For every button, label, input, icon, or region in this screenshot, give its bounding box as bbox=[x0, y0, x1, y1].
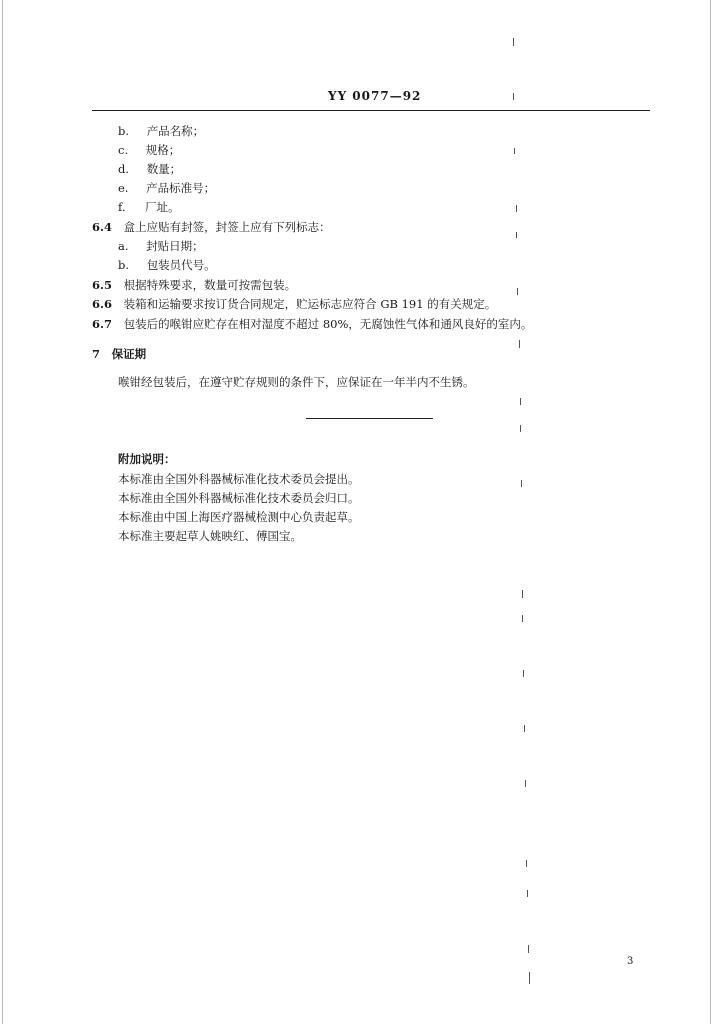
list-item-text: 数量； bbox=[146, 162, 182, 176]
scan-mark bbox=[525, 780, 526, 787]
section-7-body: 喉钳经包装后，在遵守贮存规则的条件下，应保证在一年半内不生锈。 bbox=[118, 375, 475, 389]
clause-number: 6.5 bbox=[92, 278, 113, 292]
list-item bbox=[118, 124, 204, 138]
clause-6-7 bbox=[92, 317, 532, 331]
list-item bbox=[118, 258, 216, 272]
list-item-label: d. bbox=[118, 162, 130, 176]
clause-text: 根据特殊要求，数量可按需包装。 bbox=[123, 278, 297, 292]
list-item bbox=[118, 162, 181, 176]
appendix-line: 本标准由全国外科器械标准化技术委员会提出。 bbox=[118, 472, 360, 486]
section-number: 7 bbox=[92, 347, 101, 361]
clause-text: 包装后的喉钳应贮存在相对湿度不超过 80%，无腐蚀性气体和通风良好的室内。 bbox=[123, 317, 533, 331]
clause-number: 6.7 bbox=[92, 317, 113, 331]
scan-mark bbox=[527, 890, 528, 897]
list-item bbox=[118, 181, 215, 195]
list-item bbox=[118, 239, 204, 253]
scan-mark bbox=[520, 398, 521, 405]
scan-mark bbox=[522, 615, 523, 622]
appendix-line: 本标准由中国上海医疗器械检测中心负责起草。 bbox=[118, 510, 360, 524]
scan-mark bbox=[516, 232, 517, 238]
scan-mark bbox=[529, 972, 530, 984]
list-item-label: f. bbox=[118, 200, 126, 214]
list-item bbox=[118, 143, 180, 157]
clause-text: 装箱和运输要求按订货合同规定，贮运标志应符合 GB 191 的有关规定。 bbox=[123, 297, 497, 311]
list-item bbox=[118, 200, 180, 214]
appendix-line: 本标准由全国外科器械标准化技术委员会归口。 bbox=[118, 491, 360, 505]
list-item-label: b. bbox=[118, 258, 130, 272]
header-rule bbox=[92, 110, 650, 111]
list-item-label: e. bbox=[118, 181, 129, 195]
scan-mark bbox=[517, 288, 518, 295]
list-item-label: c. bbox=[118, 143, 129, 157]
scan-mark bbox=[526, 860, 527, 867]
scan-edge-left bbox=[2, 0, 3, 1024]
list-item-text: 规格； bbox=[145, 143, 181, 157]
list-item-text: 封贴日期； bbox=[146, 239, 204, 253]
scan-mark bbox=[513, 93, 514, 100]
scan-mark bbox=[524, 725, 525, 732]
clause-text: 盒上应贴有封签，封签上应有下列标志： bbox=[123, 220, 331, 234]
list-item-label: a. bbox=[118, 239, 129, 253]
list-item-label: b. bbox=[118, 124, 130, 138]
scan-mark bbox=[520, 425, 521, 432]
appendix-line: 本标准主要起草人姚映红、傅国宝。 bbox=[118, 529, 302, 543]
clause-number: 6.4 bbox=[92, 220, 113, 234]
separator-rule bbox=[306, 418, 433, 419]
scan-mark bbox=[521, 480, 522, 487]
list-item-text: 产品名称； bbox=[146, 124, 205, 138]
list-item-text: 厂址。 bbox=[145, 200, 180, 214]
scan-edge-right bbox=[710, 0, 711, 1024]
scan-mark bbox=[522, 590, 523, 598]
list-item-text: 包装员代号。 bbox=[146, 258, 216, 272]
scan-mark bbox=[519, 340, 520, 348]
page-number: 3 bbox=[627, 956, 634, 967]
section-7-heading bbox=[92, 347, 146, 361]
scan-mark bbox=[513, 38, 514, 46]
list-item-text: 产品标准号； bbox=[146, 181, 216, 195]
scan-mark bbox=[516, 205, 517, 212]
clause-6-6 bbox=[92, 297, 496, 311]
scan-mark bbox=[528, 945, 529, 953]
scan-mark bbox=[514, 148, 515, 154]
clause-6-4 bbox=[92, 220, 331, 234]
section-title: 保证期 bbox=[111, 347, 147, 361]
standard-code-header: YY 0077—92 bbox=[328, 89, 422, 103]
clause-6-5 bbox=[92, 278, 296, 292]
clause-number: 6.6 bbox=[92, 297, 113, 311]
scan-mark bbox=[523, 670, 524, 677]
appendix-title: 附加说明： bbox=[118, 452, 176, 466]
